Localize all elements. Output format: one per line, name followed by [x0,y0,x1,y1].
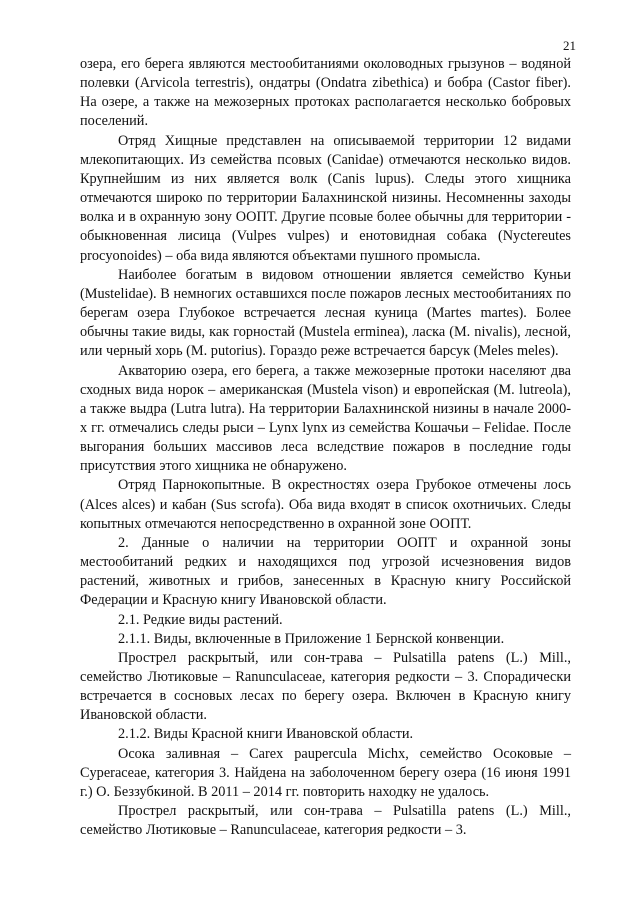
section-2-heading: 2. Данные о наличии на территории ООПТ и охранной зоны местообитаний редких и находящихся под угрозой исчезновения видов растений, животных и грибов, занесенных в Красную книгу Российской Федерации и Красную книгу Ивановской области. [80,534,571,609]
paragraph-ungulates: Отряд Парнокопытные. В окрестностях озера Грубокое отмечены лось (Alces alces) и кабан (Sus scrofa). Оба вида входят в список охотничьих. Следы копытных отмечаются непосредственно в охранной зоне ООПТ. [80,477,571,532]
section-2-1-2-heading: 2.1.2. Виды Красной книги Ивановской области. [118,726,414,743]
paragraph-beavers: озера, его берега являются местообитаниями околоводных грызунов – водяной полевки (Arvicola terrestris), ондатры (Ondatra zibethica) и бобра (Castor fiber). На озере, а также на межозерных протоках располагается несколько бобровых поселений. [80,56,571,130]
page-body [80,55,571,840]
paragraph-mustelids: Наиболее богатым в видовом отношении является семейство Куньи (Mustelidae). В немногих оставшихся после пожаров лесных местообитаниях по берегам озера Глубокое встречается лесная куница (Martes martes). Более обычны такие виды, как горностай (Mustela erminea), ласка (M. nivalis), лесной, или черный хорь (M. putorius). Гораздо реже встречается барсук (Meles meles). [80,266,571,360]
paragraph-mink-otter-lynx: Акваторию озера, его берега, а также межозерные протоки населяют два сходных вида норок – американская (Mustela vison) и европейская (M. lutreola), а также выдра (Lutra lutra). На территории Балахнинской низины в начале 2000-х гг. отмечались следы рыси – Lynx lynx из семейства Кошачьи – Felidae. После выгорания больших массивов леса вследствие пожаров в последние годы присутствия этого хищника не обнаружено. [80,362,571,475]
paragraph-carex: Осока заливная – Carex paupercula Michx, семейство Осоковые – Cyperaceae, категория 3. Найдена на заболоченном берегу озера (16 июня 1991 г.) О. Беззубкиной. В 2011 – 2014 гг. повторить находку не удалось. [80,745,571,800]
paragraph-carnivores: Отряд Хищные представлен на описываемой территории 12 видами млекопитающих. Из семейства псовых (Canidae) отмечаются несколько видов. Крупнейшим из них является волк (Canis lupus). Следы этого хищника отмечаются широко по территории Балахнинской низины. Несомненны заходы волка и в охранную зону ООПТ. Другие псовые более обычны для территории - обыкновенная лисица (Vulpes vulpes) и енотовидная собака (Nyctereutes procyonoides) – оба вида являются объектами пушного промысла. [80,132,571,264]
section-2-1-heading: 2.1. Редкие виды растений. [118,611,283,628]
page-number: 21 [563,38,576,53]
section-2-1-1-heading: 2.1.1. Виды, включенные в Приложение 1 Бернской конвенции. [118,630,505,647]
paragraph-pulsatilla-ivanovo: Прострел раскрытый, или сон-трава – Pulsatilla patens (L.) Mill., семейство Лютиковые – Ranunculaceae, категория редкости – 3. [80,803,571,839]
paragraph-pulsatilla-berne: Прострел раскрытый, или сон-трава – Pulsatilla patens (L.) Mill., семейство Лютиковые – Ranunculaceae, категория редкости – 3. Спорадически встречается в сосновых лесах по берегу озера. Включен в Красную книгу Ивановской области. [80,649,571,724]
